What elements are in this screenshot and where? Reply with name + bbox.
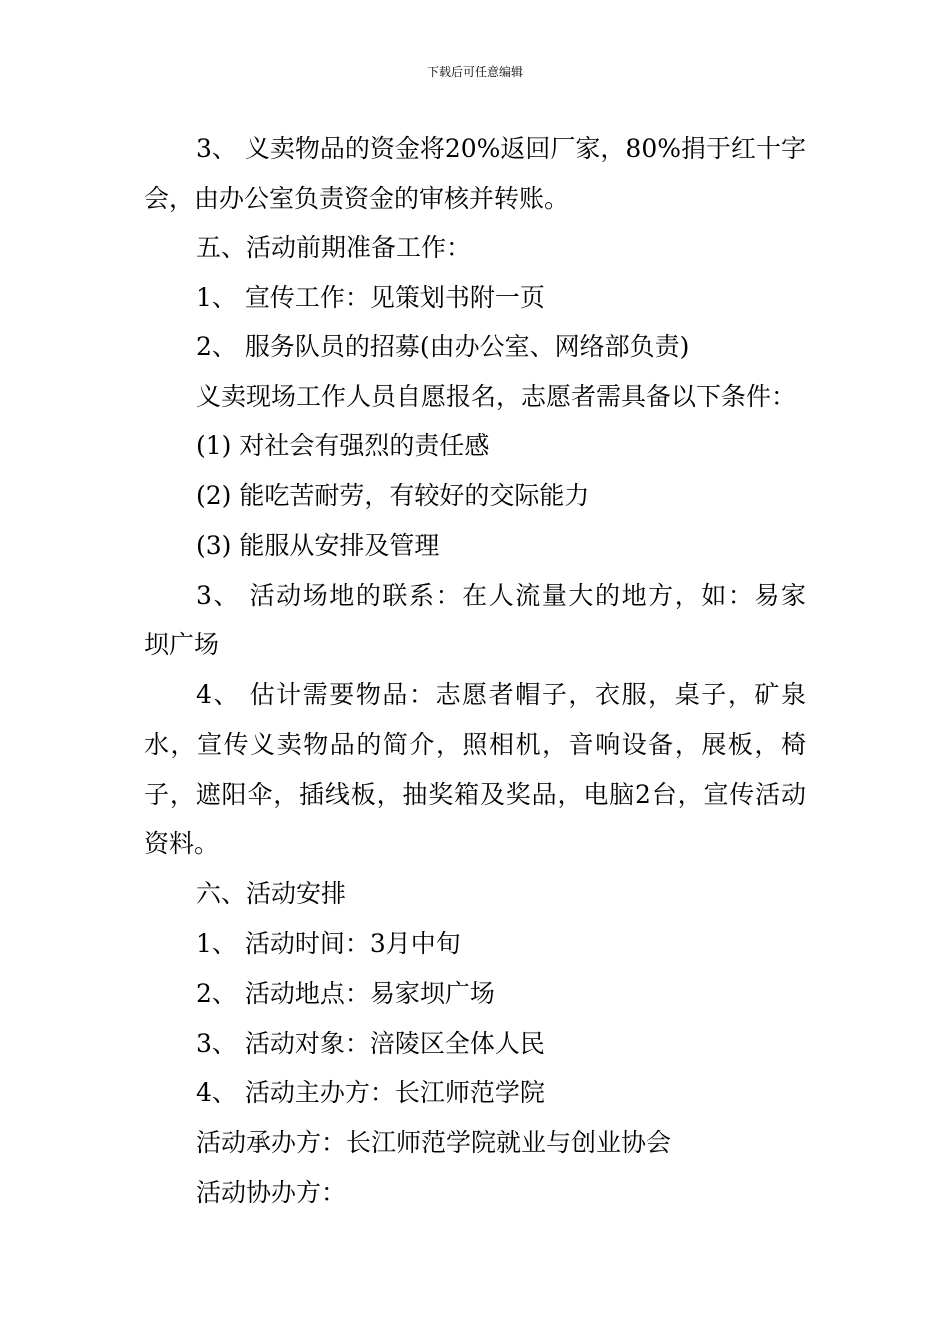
condition-item: (2) 能吃苦耐劳，有较好的交际能力 <box>196 481 590 510</box>
paragraph-line: 活动承办方：长江师范学院就业与创业协会 <box>196 1128 672 1157</box>
list-item: 4、 活动主办方：长江师范学院 <box>196 1078 545 1107</box>
paragraph-line: 3、 义卖物品的资金将20%返回厂家，80%捐于红十字 <box>196 134 806 163</box>
list-item: 1、 活动时间：3月中旬 <box>196 929 461 958</box>
list-item: 2、 服务队员的招募(由办公室、网络部负责) <box>196 332 690 361</box>
list-item: 4、 估计需要物品：志愿者帽子，衣服，桌子，矿泉 <box>196 680 806 709</box>
list-item: 3、 活动对象：涪陵区全体人民 <box>196 1029 545 1058</box>
condition-item: (3) 能服从安排及管理 <box>196 531 440 560</box>
paragraph-line: 水，宣传义卖物品的简介，照相机，音响设备，展板，椅 <box>144 730 806 759</box>
page-header-note: 下载后可任意编辑 <box>426 65 523 79</box>
list-item: 2、 活动地点：易家坝广场 <box>196 979 495 1008</box>
paragraph-line: 义卖现场工作人员自愿报名，志愿者需具备以下条件： <box>196 382 797 411</box>
condition-item: (1) 对社会有强烈的责任感 <box>196 431 490 460</box>
paragraph-line: 会，由办公室负责资金的审核并转账。 <box>144 184 570 213</box>
section-heading: 六、活动安排 <box>196 879 347 908</box>
paragraph-line: 资料。 <box>144 829 220 858</box>
paragraph-line: 子，遮阳伞，插线板，抽奖箱及奖品，电脑2台，宣传活动 <box>144 780 806 809</box>
paragraph-line: 坝广场 <box>144 630 220 659</box>
list-item: 1、 宣传工作：见策划书附一页 <box>196 283 545 312</box>
list-item: 3、 活动场地的联系：在人流量大的地方，如：易家 <box>196 581 806 610</box>
section-heading: 五、活动前期准备工作： <box>196 233 472 262</box>
paragraph-line: 活动协办方： <box>196 1178 347 1207</box>
